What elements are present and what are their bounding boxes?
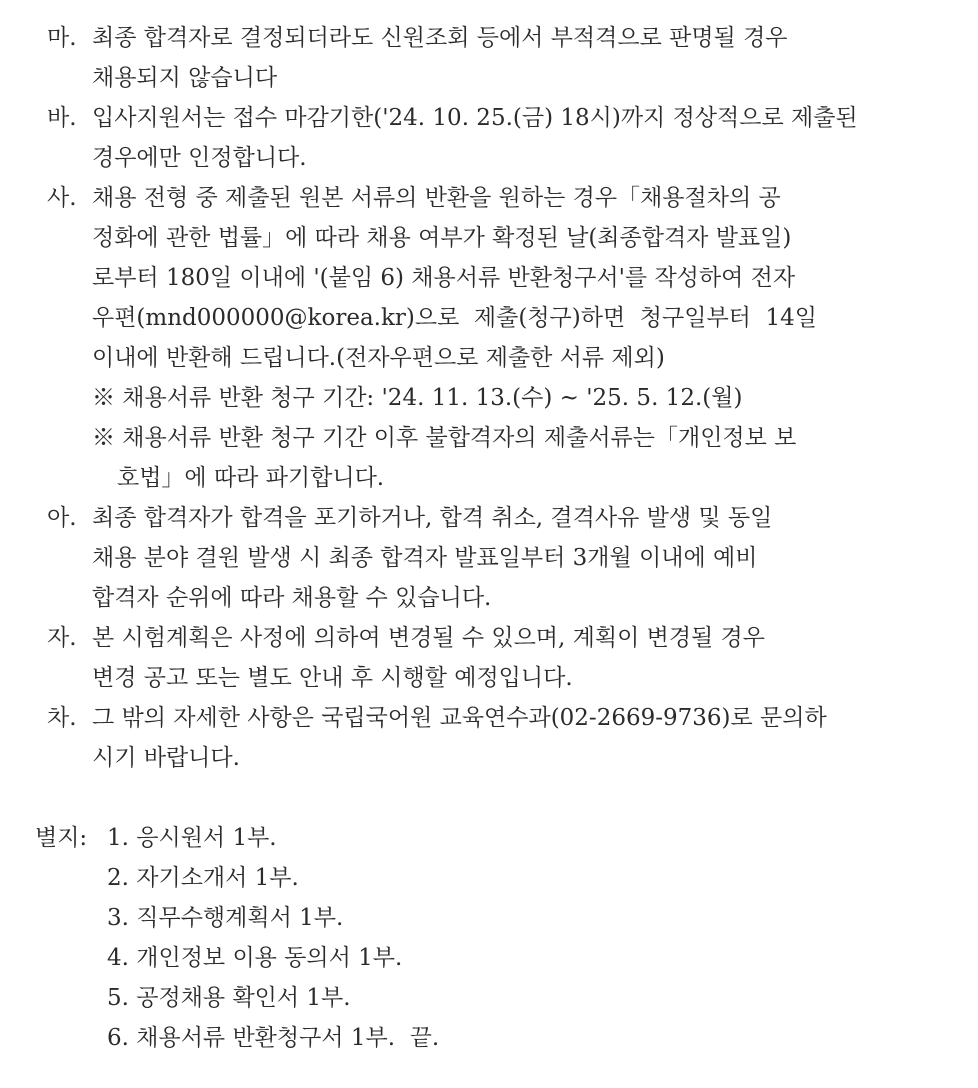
attachment-item-2: 2. 자기소개서 1부.	[107, 865, 299, 891]
attachment-item-3: 3. 직무수행계획서 1부.	[107, 905, 344, 931]
item-sa-line-2: 정화에 관한 법률」에 따라 채용 여부가 확정된 날(최종합격자 발표일)	[92, 225, 792, 251]
item-marker-cha: 차.	[47, 705, 77, 731]
attachment-item-4: 4. 개인정보 이용 동의서 1부.	[107, 945, 403, 971]
item-a-line-3: 합격자 순위에 따라 채용할 수 있습니다.	[92, 585, 492, 611]
item-sa-line-5: 이내에 반환해 드립니다.(전자우편으로 제출한 서류 제외)	[92, 345, 665, 371]
attachment-item-6: 6. 채용서류 반환청구서 1부. 끝.	[107, 1025, 440, 1051]
attachments-label: 별지:	[35, 825, 88, 851]
item-marker-ma: 마.	[47, 25, 77, 51]
item-sa-line-3: 로부터 180일 이내에 '(붙임 6) 채용서류 반환청구서'를 작성하여 전자	[92, 265, 796, 291]
item-marker-ja: 자.	[47, 625, 77, 651]
item-a-line-1: 최종 합격자가 합격을 포기하거나, 합격 취소, 결격사유 발생 및 동일	[92, 505, 773, 531]
attachment-item-1: 1. 응시원서 1부.	[107, 825, 277, 851]
item-cha-line-1: 그 밖의 자세한 사항은 국립국어원 교육연수과(02-2669-9736)로 문의하	[92, 705, 827, 731]
item-ma-line-2: 채용되지 않습니다	[92, 65, 278, 91]
item-ja-line-1: 본 시험계획은 사정에 의하여 변경될 수 있으며, 계획이 변경될 경우	[92, 625, 765, 651]
item-marker-sa: 사.	[47, 185, 77, 211]
item-cha-line-2: 시기 바랍니다.	[92, 745, 240, 771]
item-ja-line-2: 변경 공고 또는 별도 안내 후 시행할 예정입니다.	[92, 665, 573, 691]
item-ba-line-2: 경우에만 인정합니다.	[92, 145, 307, 171]
attachment-item-5: 5. 공정채용 확인서 1부.	[107, 985, 351, 1011]
item-ba-line-1: 입사지원서는 접수 마감기한('24. 10. 25.(금) 18시)까지 정상적으로 제출된	[92, 105, 858, 131]
item-sa-line-1: 채용 전형 중 제출된 원본 서류의 반환을 원하는 경우「채용절차의 공	[92, 185, 781, 211]
item-marker-ba: 바.	[47, 105, 77, 131]
note-disposal-line-2: 호법」에 따라 파기합니다.	[117, 465, 385, 491]
item-ma-line-1: 최종 합격자로 결정되더라도 신원조회 등에서 부적격으로 판명될 경우	[92, 25, 788, 51]
note-return-period: ※ 채용서류 반환 청구 기간: '24. 11. 13.(수) ~ '25. 5. 12.(월)	[92, 385, 743, 411]
item-a-line-2: 채용 분야 결원 발생 시 최종 합격자 발표일부터 3개월 이내에 예비	[92, 545, 758, 571]
note-disposal-line-1: ※ 채용서류 반환 청구 기간 이후 불합격자의 제출서류는「개인정보 보	[92, 425, 797, 451]
item-sa-line-4: 우편(mnd000000@korea.kr)으로 제출(청구)하면 청구일부터 14일	[92, 305, 818, 331]
item-marker-a: 아.	[47, 505, 77, 531]
